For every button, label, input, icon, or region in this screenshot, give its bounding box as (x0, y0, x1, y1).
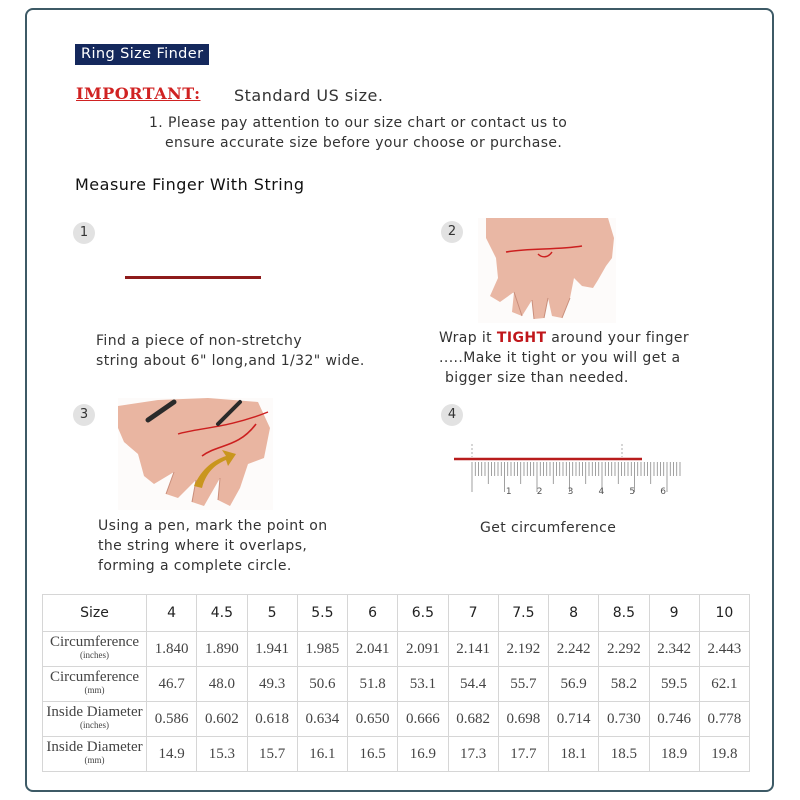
value-cell: 1.985 (297, 632, 347, 667)
table-row (43, 702, 750, 737)
value-cell: 16.1 (297, 737, 347, 772)
value-cell: 18.1 (549, 737, 599, 772)
size-cell: 8 (549, 595, 599, 632)
ruler-label: 3 (567, 487, 574, 497)
hand-wrap-photo (478, 218, 616, 323)
value-cell: 51.8 (348, 667, 398, 702)
value-cell: 54.4 (448, 667, 498, 702)
value-cell: 0.730 (599, 702, 649, 737)
row-label: Inside Diameter (46, 704, 143, 720)
size-chart-table (42, 594, 750, 772)
step-3-description (98, 516, 328, 576)
value-cell: 46.7 (147, 667, 197, 702)
ruler-illustration (452, 440, 682, 500)
value-cell: 0.586 (147, 702, 197, 737)
row-label-cell (43, 702, 147, 737)
row-unit: (inches) (80, 720, 109, 730)
value-cell: 1.890 (197, 632, 247, 667)
size-cell: 10 (699, 595, 749, 632)
value-cell: 0.714 (549, 702, 599, 737)
size-cell: 7.5 (498, 595, 548, 632)
row-unit: (mm) (84, 685, 105, 695)
size-cell: 9 (649, 595, 699, 632)
ruler-label: 4 (598, 487, 605, 497)
value-cell: 2.041 (348, 632, 398, 667)
section-heading: Measure Finger With String (75, 175, 305, 194)
step-1-line-2: string about 6" long,and 1/32" wide. (96, 353, 365, 369)
value-cell: 62.1 (699, 667, 749, 702)
ruler-label: 5 (629, 487, 636, 497)
page-title: Ring Size Finder (75, 44, 209, 65)
value-cell: 59.5 (649, 667, 699, 702)
standard-size-text: Standard US size. (234, 86, 384, 105)
ruler-label: 6 (660, 487, 666, 497)
value-cell: 18.5 (599, 737, 649, 772)
value-cell: 48.0 (197, 667, 247, 702)
value-cell: 58.2 (599, 667, 649, 702)
step-2-badge: 2 (441, 221, 463, 243)
step-3-line-3: forming a complete circle. (98, 558, 292, 574)
note-line-1: 1. Please pay attention to our size chart or contact us to (149, 115, 568, 131)
value-cell: 0.778 (699, 702, 749, 737)
value-cell: 49.3 (247, 667, 297, 702)
size-cell: 8.5 (599, 595, 649, 632)
step-3-badge: 3 (73, 404, 95, 426)
size-cell: 5 (247, 595, 297, 632)
row-label-cell (43, 737, 147, 772)
value-cell: 16.9 (398, 737, 448, 772)
row-label: Circumference (49, 634, 140, 650)
value-cell: 2.342 (649, 632, 699, 667)
step-3-line-1: Using a pen, mark the point on (98, 518, 328, 534)
size-cell: 6 (348, 595, 398, 632)
step-4-description: Get circumference (480, 520, 617, 536)
value-cell: 2.192 (498, 632, 548, 667)
step-4-badge: 4 (441, 404, 463, 426)
step-1-badge: 1 (73, 222, 95, 244)
ruler-ticks (472, 462, 682, 492)
step-2-line-1 (439, 328, 689, 348)
value-cell: 1.840 (147, 632, 197, 667)
value-cell: 2.443 (699, 632, 749, 667)
value-cell: 15.3 (197, 737, 247, 772)
value-cell: 14.9 (147, 737, 197, 772)
size-cell: 5.5 (297, 595, 347, 632)
step-2-line-1-pre: Wrap it (439, 330, 497, 346)
hand-mark-photo (118, 398, 273, 510)
table-header-row (43, 595, 750, 632)
value-cell: 0.666 (398, 702, 448, 737)
step-1-line-1: Find a piece of non-stretchy (96, 333, 303, 349)
row-label: Circumference (49, 669, 140, 685)
ruler-label: 1 (505, 487, 512, 497)
ruler-label: 2 (536, 487, 543, 497)
value-cell: 0.698 (498, 702, 548, 737)
table-row (43, 737, 750, 772)
table-row (43, 632, 750, 667)
row-unit: (inches) (80, 650, 109, 660)
step-2-line-2: .....Make it tight or you will get a (439, 350, 681, 366)
size-cell: 7 (448, 595, 498, 632)
value-cell: 0.602 (197, 702, 247, 737)
value-cell: 2.141 (448, 632, 498, 667)
row-label-cell (43, 632, 147, 667)
tight-emphasis: TIGHT (496, 330, 547, 346)
step-2-description (439, 328, 689, 388)
value-cell: 2.292 (599, 632, 649, 667)
value-cell: 0.650 (348, 702, 398, 737)
value-cell: 15.7 (247, 737, 297, 772)
note-line-2: ensure accurate size before your choose or purchase. (165, 135, 563, 151)
step-2-line-1-post: around your finger (546, 330, 690, 346)
size-header-cell: Size (43, 595, 147, 632)
value-cell: 1.941 (247, 632, 297, 667)
value-cell: 0.634 (297, 702, 347, 737)
step-1-description (96, 331, 365, 371)
size-cell: 4.5 (197, 595, 247, 632)
string-illustration (125, 276, 261, 279)
step-2-line-3: bigger size than needed. (445, 370, 629, 386)
size-cell: 4 (147, 595, 197, 632)
value-cell: 2.091 (398, 632, 448, 667)
value-cell: 18.9 (649, 737, 699, 772)
value-cell: 0.618 (247, 702, 297, 737)
value-cell: 2.242 (549, 632, 599, 667)
value-cell: 55.7 (498, 667, 548, 702)
important-label: IMPORTANT: (76, 84, 201, 103)
value-cell: 53.1 (398, 667, 448, 702)
value-cell: 17.7 (498, 737, 548, 772)
value-cell: 56.9 (549, 667, 599, 702)
row-label: Inside Diameter (46, 739, 143, 755)
table-row (43, 667, 750, 702)
value-cell: 19.8 (699, 737, 749, 772)
size-cell: 6.5 (398, 595, 448, 632)
step-3-line-2: the string where it overlaps, (98, 538, 308, 554)
value-cell: 16.5 (348, 737, 398, 772)
value-cell: 0.746 (649, 702, 699, 737)
value-cell: 50.6 (297, 667, 347, 702)
value-cell: 17.3 (448, 737, 498, 772)
row-label-cell (43, 667, 147, 702)
row-unit: (mm) (84, 755, 105, 765)
value-cell: 0.682 (448, 702, 498, 737)
size-note (149, 113, 567, 153)
